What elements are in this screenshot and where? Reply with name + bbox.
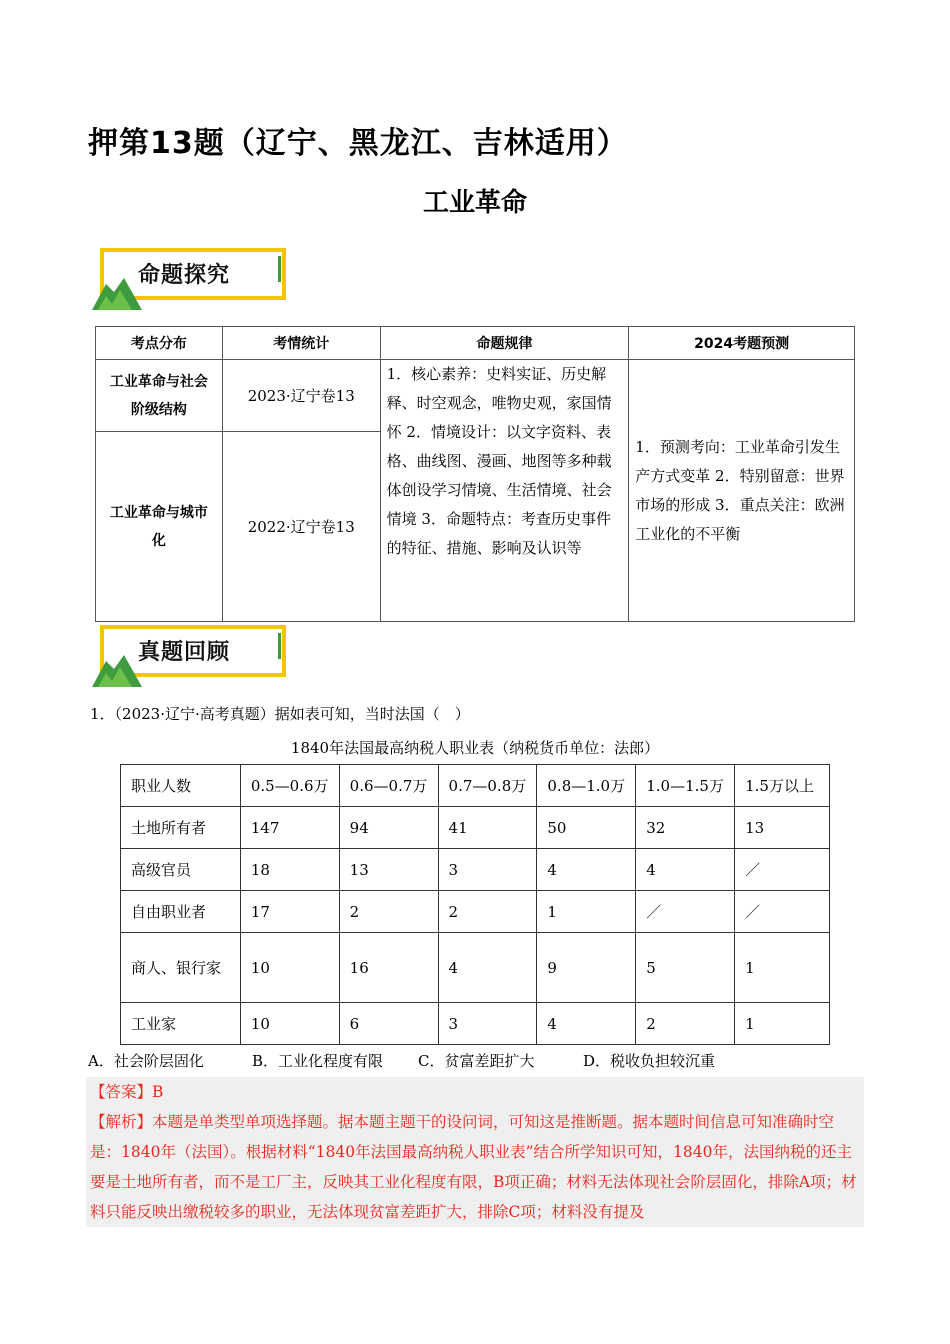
table-cell: 0.7—0.8万 <box>438 765 537 807</box>
stat-cell: 2022·辽宁卷13 <box>222 432 380 622</box>
header-cell: 2024考题预测 <box>629 327 855 360</box>
table-row <box>121 765 830 807</box>
option-d: D．税收负担较沉重 <box>583 1052 716 1070</box>
page-title: 押第13题（辽宁、黑龙江、吉林适用） <box>88 126 628 161</box>
header-cell: 考点分布 <box>96 327 223 360</box>
exam-analysis-table <box>95 326 855 622</box>
table-cell: 13 <box>735 807 830 849</box>
table-cell: 5 <box>636 933 735 1003</box>
category-cell: 工业革命与城市化 <box>96 432 223 622</box>
stat-cell: 2023·辽宁卷13 <box>222 360 380 432</box>
table-row <box>121 1003 830 1045</box>
table-cell: 4 <box>537 849 636 891</box>
answer-line: 【答案】B <box>90 1083 164 1101</box>
table-cell: ／ <box>735 849 830 891</box>
option-c: C．贫富差距扩大 <box>418 1052 535 1070</box>
table-cell: ／ <box>636 891 735 933</box>
page-subtitle: 工业革命 <box>422 188 527 218</box>
table-cell: 0.8—1.0万 <box>537 765 636 807</box>
table-caption: 1840年法国最高纳税人职业表（纳税货币单位：法郎） <box>290 739 660 757</box>
table-cell: 1.0—1.5万 <box>636 765 735 807</box>
question-stem: 1．（2023·辽宁·高考真题）据如表可知，当时法国（ ） <box>90 705 470 723</box>
header-cell: 命题规律 <box>380 327 629 360</box>
table-cell: 32 <box>636 807 735 849</box>
table-cell: 10 <box>240 1003 339 1045</box>
section-label: 真题回顾 <box>138 640 231 665</box>
table-cell: 职业人数 <box>121 765 241 807</box>
taxpayer-table <box>120 764 830 1045</box>
option-a: A．社会阶层固化 <box>88 1052 204 1070</box>
table-cell: 4 <box>438 933 537 1003</box>
header-cell: 考情统计 <box>222 327 380 360</box>
table-cell: 10 <box>240 933 339 1003</box>
table-cell: 9 <box>537 933 636 1003</box>
table-cell: 工业家 <box>121 1003 241 1045</box>
table-cell: 1.5万以上 <box>735 765 830 807</box>
table-cell: 高级官员 <box>121 849 241 891</box>
table-cell: 50 <box>537 807 636 849</box>
mountain-icon <box>92 274 142 310</box>
table-cell: 18 <box>240 849 339 891</box>
table-cell: 3 <box>438 1003 537 1045</box>
mountain-icon <box>92 651 142 687</box>
table-cell: 0.5—0.6万 <box>240 765 339 807</box>
table-row <box>121 933 830 1003</box>
category-cell: 工业革命与社会阶级结构 <box>96 360 223 432</box>
table-cell: 2 <box>438 891 537 933</box>
table-cell: 自由职业者 <box>121 891 241 933</box>
table-cell: 1 <box>735 1003 830 1045</box>
analysis-text: 【解析】本题是单类型单项选择题。据本题主题干的设问词，可知这是推断题。据本题时间信息可知准确时空是：1840年（法国）。根据材料“1840年法国最高纳税人职业表”结合所学知识可知，1840年，法国纳税的还主要是土地所有者，而不是工厂主，反映其工业化程度有限，B项正确；材料无法体现社会阶层固化，排除A项；材料只能反映出缴税较多的职业，无法体现贫富差距扩大，排除C项；材料没有提及 <box>90 1113 857 1221</box>
table-cell: 41 <box>438 807 537 849</box>
answer-box <box>86 1077 864 1227</box>
table-row <box>121 807 830 849</box>
table-cell: 2 <box>636 1003 735 1045</box>
table-cell: 3 <box>438 849 537 891</box>
table-row <box>121 891 830 933</box>
table-cell: 1 <box>537 891 636 933</box>
table-cell: 商人、银行家 <box>121 933 241 1003</box>
table-cell: 1 <box>735 933 830 1003</box>
section-label: 命题探究 <box>138 263 231 288</box>
table-cell: 13 <box>339 849 438 891</box>
table-cell: 16 <box>339 933 438 1003</box>
table-cell: 94 <box>339 807 438 849</box>
table-cell: 2 <box>339 891 438 933</box>
option-b: B．工业化程度有限 <box>252 1052 384 1070</box>
rule-cell: 1．核心素养：史料实证、历史解释、时空观念，唯物史观，家国情怀 2．情境设计：以文字资料、表格、曲线图、漫画、地图等多种载体创设学习情境、生活情境、社会情境 3．命题特点：考查历史事件的特征、措施、影响及认识等 <box>380 360 629 622</box>
section-banner-1 <box>92 248 292 308</box>
table-cell: 4 <box>636 849 735 891</box>
section-banner-2 <box>92 625 292 685</box>
table-cell: 147 <box>240 807 339 849</box>
table-cell: 0.6—0.7万 <box>339 765 438 807</box>
table-cell: ／ <box>735 891 830 933</box>
table-cell: 17 <box>240 891 339 933</box>
table-cell: 6 <box>339 1003 438 1045</box>
table-cell: 土地所有者 <box>121 807 241 849</box>
table-row <box>121 849 830 891</box>
table-cell: 4 <box>537 1003 636 1045</box>
prediction-cell: 1．预测考向：工业革命引发生产方式变革 2．特别留意：世界市场的形成 3．重点关注：欧洲工业化的不平衡 <box>629 360 855 622</box>
